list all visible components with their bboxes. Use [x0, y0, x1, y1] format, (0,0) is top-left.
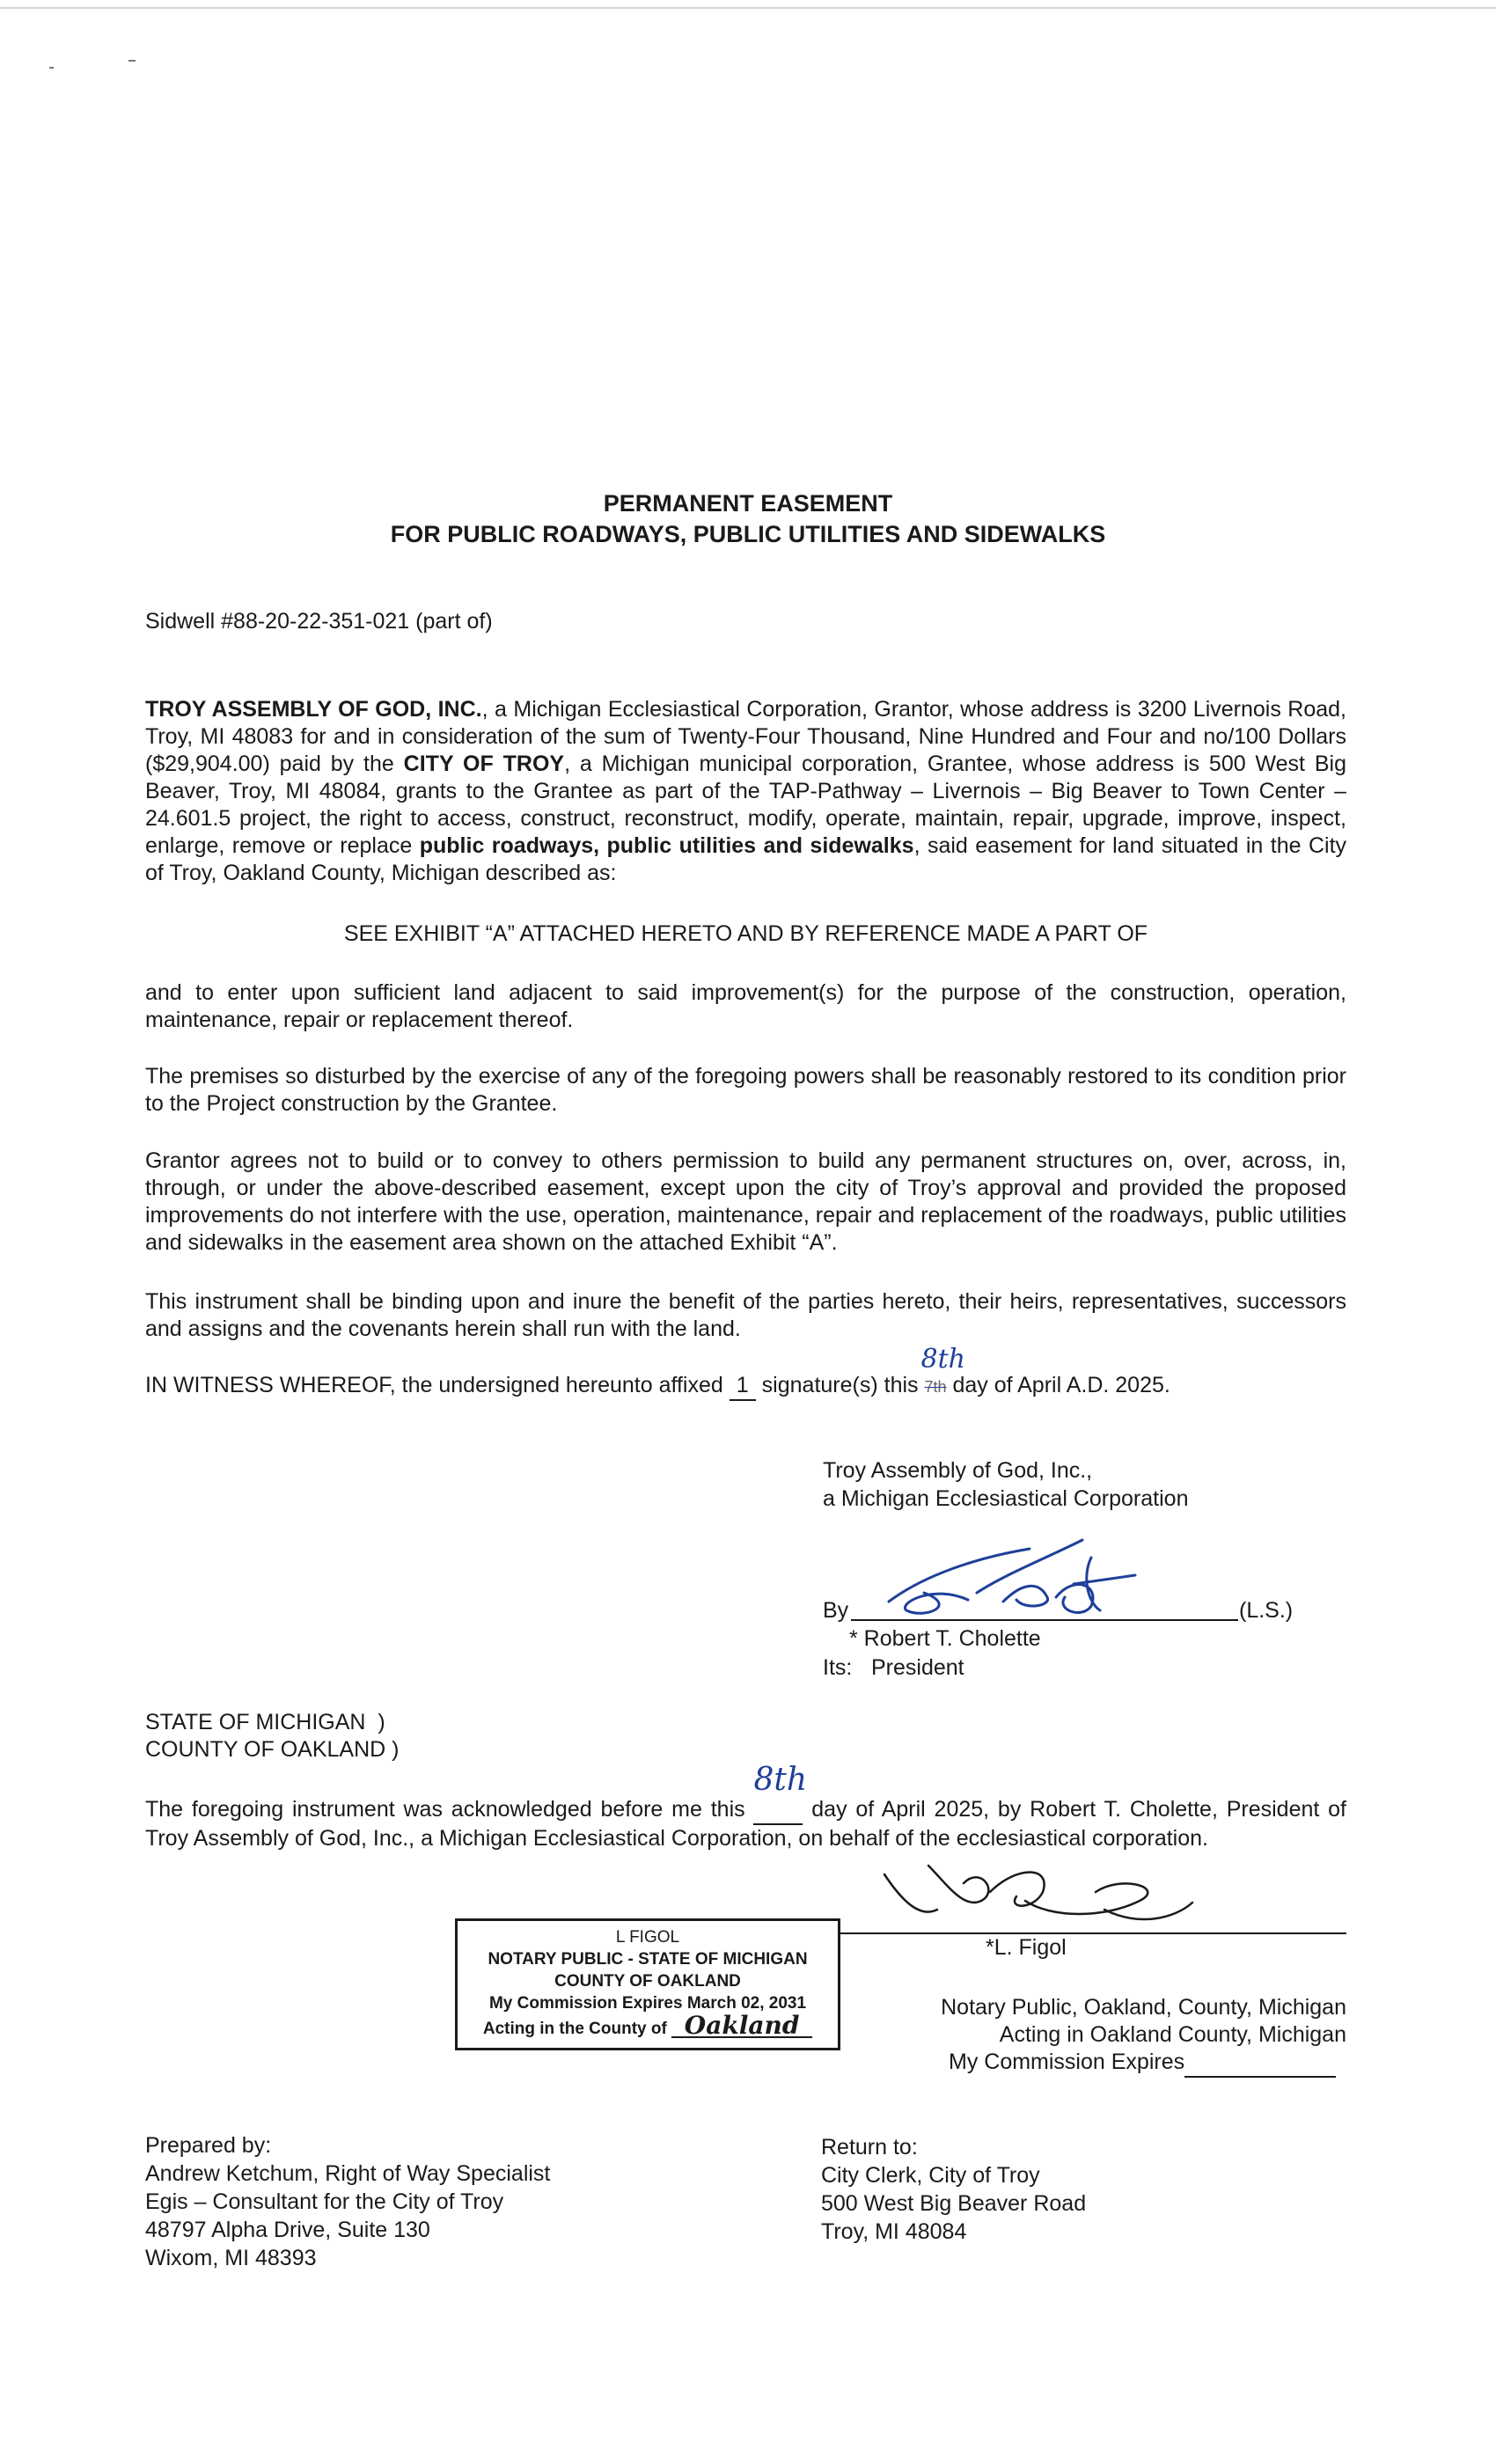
witness-line: [145, 1344, 1170, 1401]
sidwell-number: Sidwell #88-20-22-351-021 (part of): [145, 609, 493, 634]
grantor-agrees-paragraph: Grantor agrees not to build or to convey to others permission to build any permanent structures on, over, across, in, through, or under the above-described easement, except upon the city of Troy’s approval and provided the proposed improvements do not interfere with the use, operation, maintenance, repair and replacement of the roadways, public utilities and sidewalks in the easement area shown on the attached Exhibit “A”.: [145, 1148, 1346, 1255]
return-to-line1: City Clerk, City of Troy: [821, 2163, 1040, 2188]
signature-count: 1: [730, 1372, 756, 1401]
notary-line3: [949, 2049, 1336, 2078]
prepared-by-label: Prepared by:: [145, 2133, 272, 2158]
scan-speck: [49, 67, 54, 69]
ack-text-1: The foregoing instrument was acknowledged before me this: [145, 1797, 754, 1822]
notary-name: *L. Figol: [986, 1935, 1067, 1960]
stamp-line5: [458, 2011, 838, 2040]
stamp-county-handwritten: Oakland: [671, 2014, 812, 2038]
notary-line1: Notary Public, Oakland, County, Michigan: [941, 1995, 1346, 2020]
stamp-line4: My Commission Expires March 02, 2031: [488, 1994, 807, 2013]
by-label: By: [823, 1598, 849, 1623]
ack-handwritten-day: 8th: [753, 1762, 808, 1798]
document-title: PERMANENT EASEMENT: [603, 490, 893, 517]
signatory-org-line1: Troy Assembly of God, Inc.,: [823, 1458, 1093, 1483]
return-to-line3: Troy, MI 48084: [821, 2219, 967, 2244]
acknowledgment-paragraph: [145, 1762, 1346, 1852]
witness-text-2: signature(s) this: [755, 1373, 925, 1397]
prepared-by-line1: Andrew Ketchum, Right of Way Specialist: [145, 2161, 551, 2186]
prepared-by-line2: Egis – Consultant for the City of Troy: [145, 2189, 504, 2214]
stamp-name: L FIGOL: [615, 1928, 680, 1947]
binding-paragraph: This instrument shall be binding upon and inure the benefit of the parties hereto, their heirs, representatives, successors and assigns and the covenants herein shall run with the land.: [145, 1289, 1346, 1341]
document-subtitle: FOR PUBLIC ROADWAYS, PUBLIC UTILITIES AND SIDEWALKS: [390, 521, 1106, 547]
easement-purpose: public roadways, public utilities and sidewalks: [419, 833, 914, 858]
handwritten-day: 8th: [920, 1344, 965, 1375]
grant-paragraph: [145, 696, 1346, 887]
grantee-name: CITY OF TROY: [403, 752, 565, 776]
return-to-label: Return to:: [821, 2135, 918, 2160]
grantor-name: TROY ASSEMBLY OF GOD, INC.: [145, 697, 482, 722]
prepared-by-line3: 48797 Alpha Drive, Suite 130: [145, 2218, 430, 2242]
prepared-by-line4: Wixom, MI 48393: [145, 2246, 317, 2270]
venue-state: STATE OF MICHIGAN ): [145, 1710, 385, 1734]
stamp-acting-label: Acting in the County of: [482, 2020, 667, 2038]
witness-text-1: IN WITNESS WHEREOF, the undersigned hereunto affixed: [145, 1373, 730, 1397]
notary-signature: [876, 1848, 1210, 1945]
witness-text-3: day of April A.D. 2025.: [946, 1373, 1170, 1397]
notary-signature-line: [840, 1932, 1346, 1934]
enter-paragraph: and to enter upon sufficient land adjacent to said improvement(s) for the purpose of the construction, operation, maintenance, repair or replacement thereof.: [145, 980, 1346, 1032]
premises-paragraph: The premises so disturbed by the exercise of any of the foregoing powers shall be reasonably restored to its condition prior to the Project construction by the Grantee.: [145, 1064, 1346, 1116]
its-value: President: [871, 1655, 964, 1680]
stamp-line2: NOTARY PUBLIC - STATE OF MICHIGAN: [488, 1950, 808, 1969]
signatory-org-line2: a Michigan Ecclesiastical Corporation: [823, 1486, 1189, 1511]
grant-text-3: , said easement for land situated in the City of Troy, Oakland County, Michigan described as:: [145, 833, 1347, 885]
grantor-signature: [871, 1522, 1179, 1628]
commission-expires-blank: [1184, 2049, 1336, 2078]
ack-text-2: day of April 2025, by Robert T. Cholette, President of Troy Assembly of God, Inc., a Michigan Ecclesiastical Corporation, on behalf of the ecclesiastical corporation.: [145, 1797, 1346, 1851]
notary-stamp: [455, 1918, 840, 2050]
witness-day: [920, 1344, 965, 1401]
notary-line2: Acting in Oakland County, Michigan: [999, 2022, 1346, 2047]
scan-speck: [128, 60, 136, 62]
signatory-name: * Robert T. Cholette: [849, 1626, 1041, 1651]
ls-label: (L.S.): [1239, 1598, 1294, 1623]
grant-text-1: , a Michigan Ecclesiastical Corporation, Grantor, whose address is 3200 Livernois Road, Troy, MI 48083 for and in consideration of the sum of Twenty-Four Thousand, Nine Hundred and Four and no/100 Dollars ($29,904.00) paid by the: [145, 697, 1346, 776]
typed-day: 7th: [924, 1378, 947, 1396]
exhibit-reference: SEE EXHIBIT “A” ATTACHED HERETO AND BY REFERENCE MADE A PART OF: [343, 921, 1148, 946]
stamp-line3: COUNTY OF OAKLAND: [554, 1972, 741, 1991]
grant-text-2: , a Michigan municipal corporation, Grantee, whose address is 500 West Big Beaver, Troy, MI 48084, grants to the Grantee as part of the TAP-Pathway – Livernois – Big Beaver to Town Center – 24.601.5 project, the right to access, construct, reconstruct, modify, operate, maintain, repair, upgrade, improve, inspect, enlarge, remove or replace: [145, 752, 1346, 858]
top-border: [0, 7, 1496, 9]
return-to-line2: 500 West Big Beaver Road: [821, 2191, 1087, 2216]
its-label: Its:: [823, 1655, 853, 1680]
commission-expires-label: My Commission Expires: [949, 2050, 1185, 2074]
venue-county: COUNTY OF OAKLAND ): [145, 1737, 400, 1762]
ack-day: [753, 1762, 808, 1825]
